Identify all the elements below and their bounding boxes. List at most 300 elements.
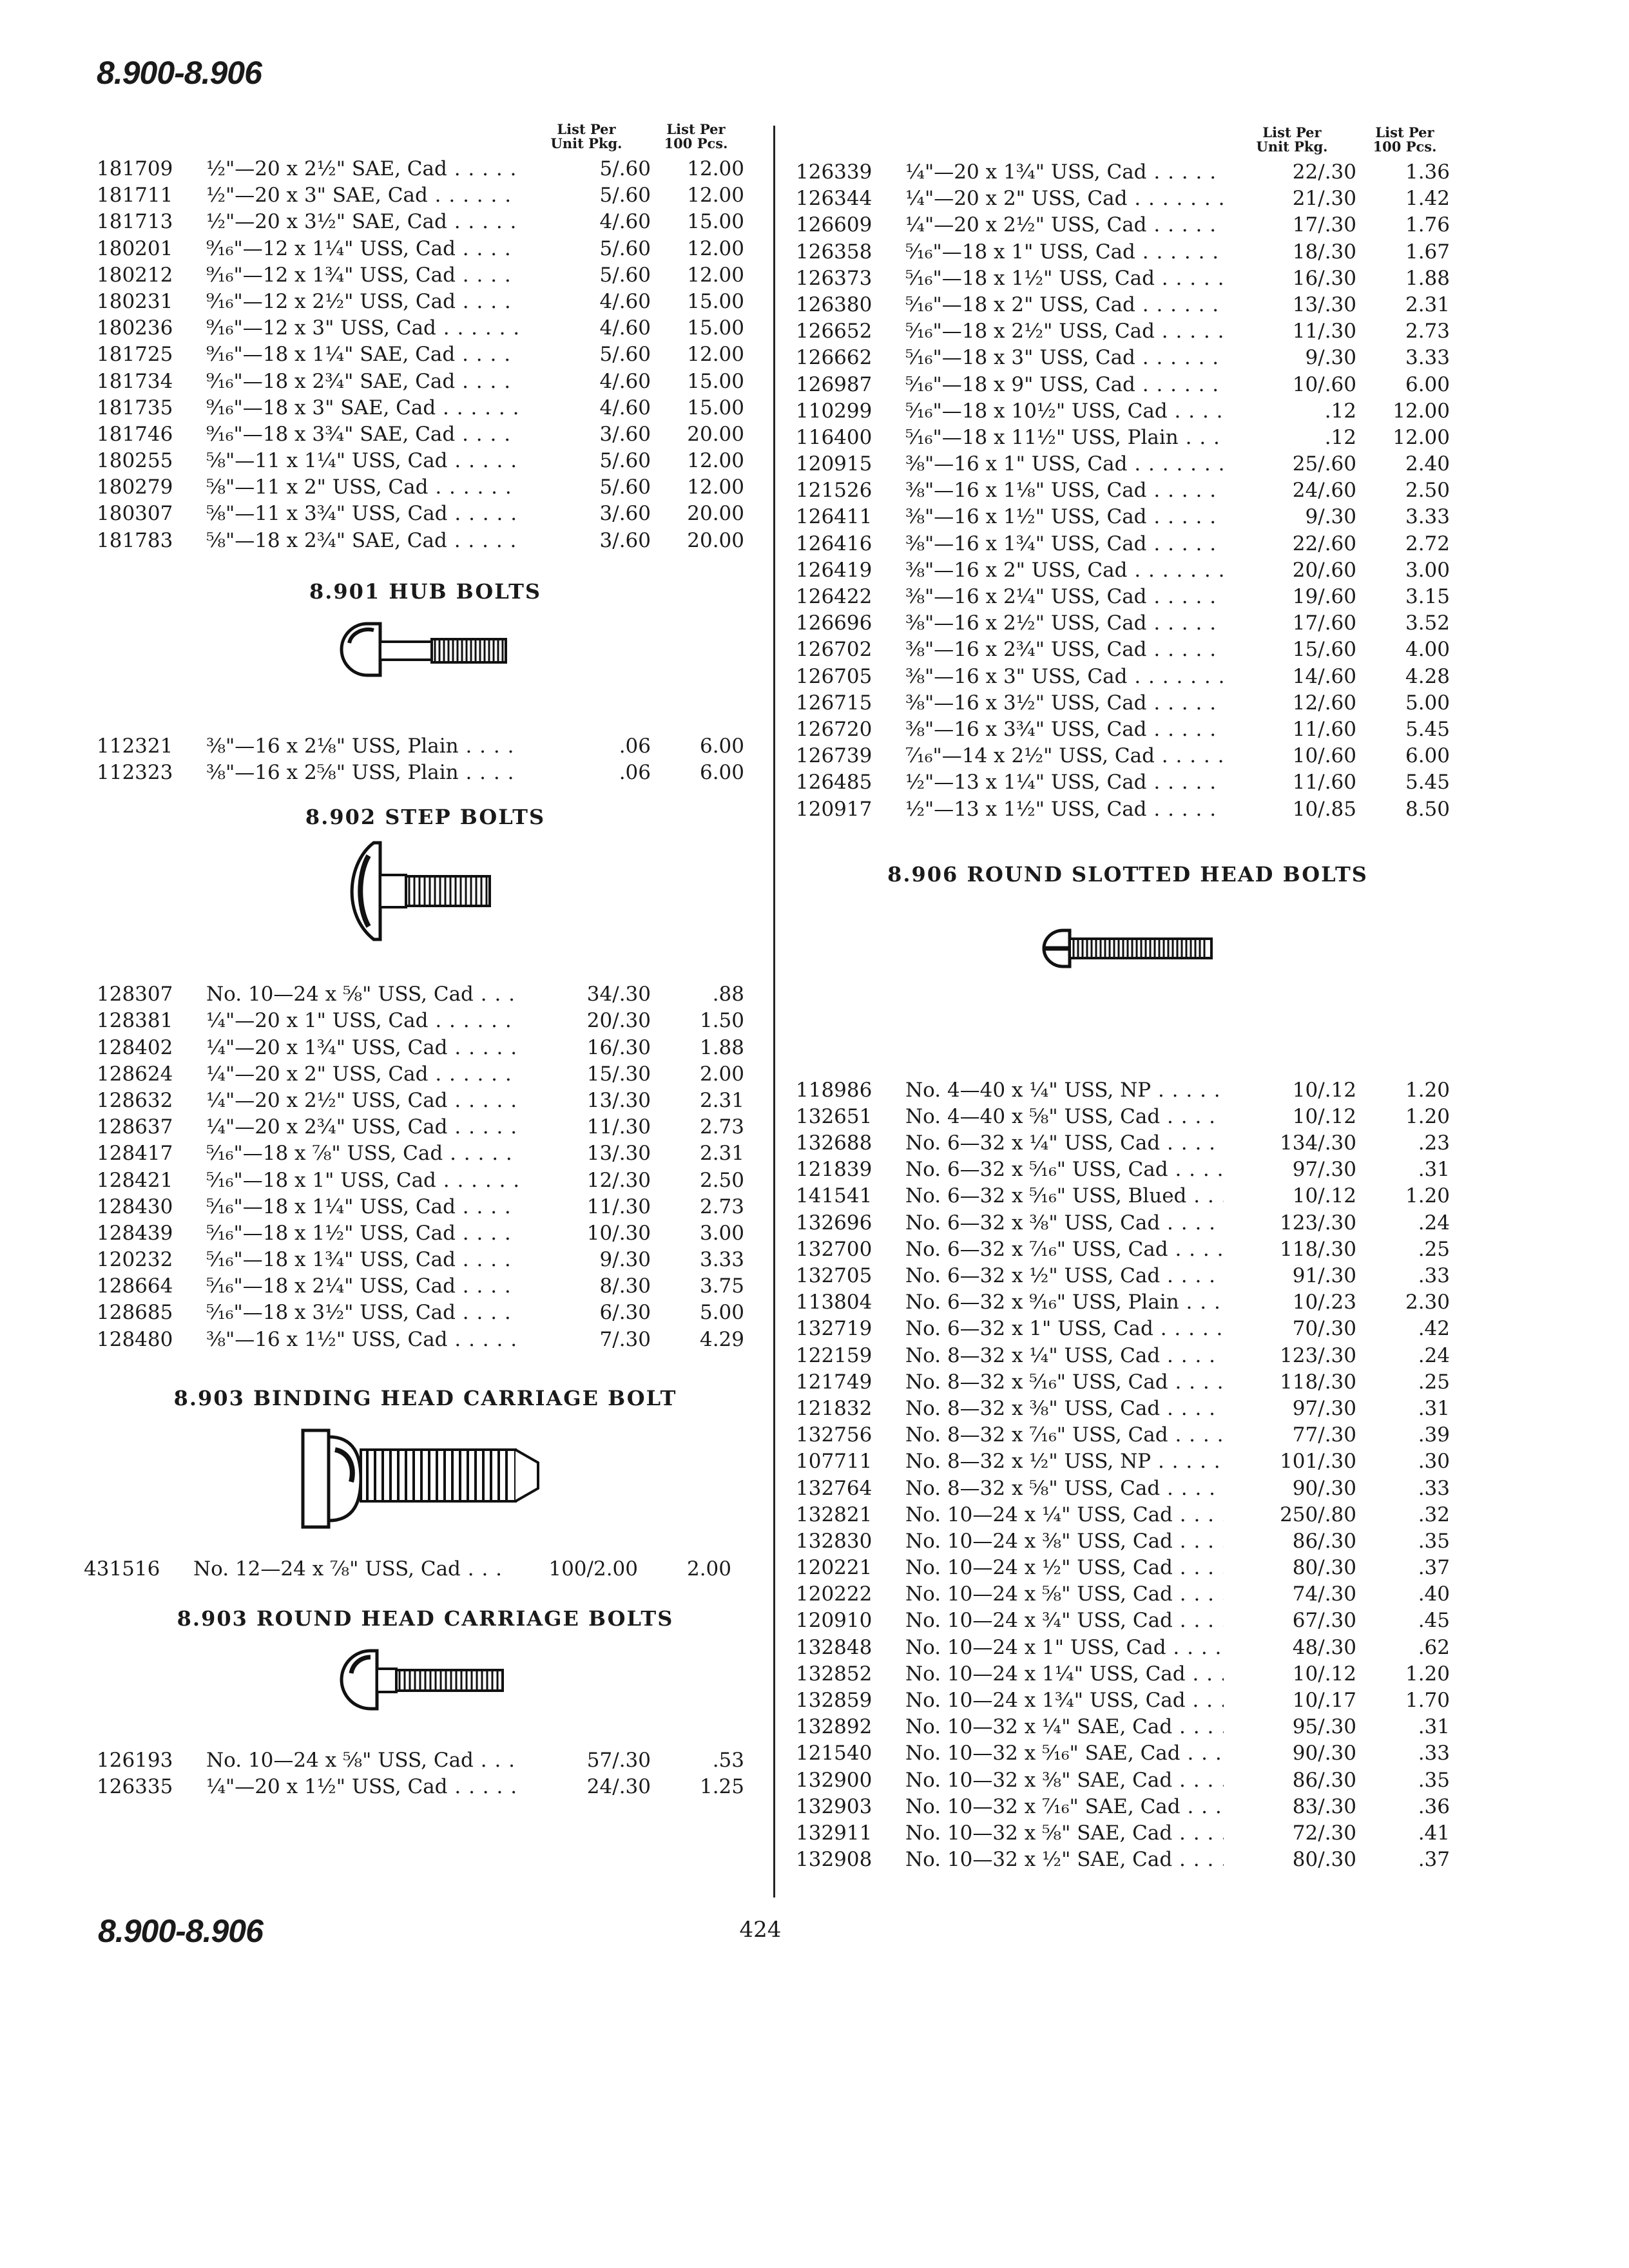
part-number: 128307 <box>97 983 173 1006</box>
part-description: No. 10—32 x ⁷⁄₁₆" SAE, Cad . . . <box>905 1794 1334 1820</box>
table-row <box>97 1194 754 1220</box>
part-description: ⅝"—11 x 2" USS, Cad . . . <box>206 474 635 501</box>
price-per-unit-pkg: 118/.30 <box>1224 1369 1356 1396</box>
part-description: ⁷⁄₁₆"—14 x 2½" USS, Cad . . . <box>905 743 1334 769</box>
price-per-100: 1.67 <box>1405 240 1450 264</box>
part-number: 128439 <box>97 1221 173 1245</box>
price-per-100: 12.00 <box>687 157 744 180</box>
price-per-100: 3.33 <box>1405 346 1450 370</box>
table-row <box>796 1475 1460 1502</box>
price-per-100: .31 <box>1418 1715 1450 1739</box>
table-row <box>796 318 1460 345</box>
price-per-unit-pkg: 5/.60 <box>518 474 651 501</box>
part-number: 132756 <box>796 1423 872 1447</box>
price-per-unit-pkg: 10/.30 <box>518 1220 651 1247</box>
table-row <box>796 1502 1460 1528</box>
price-per-100: .36 <box>1418 1794 1450 1818</box>
part-number: 126339 <box>796 160 872 184</box>
table-8906 <box>796 1077 1460 1874</box>
part-number: 121832 <box>796 1396 872 1420</box>
price-per-100: .41 <box>1418 1821 1450 1845</box>
part-number: 180307 <box>97 502 173 526</box>
part-number: 128417 <box>97 1142 173 1166</box>
price-per-100: 20.00 <box>687 528 744 552</box>
part-number: 120910 <box>796 1609 872 1633</box>
table-row <box>796 1820 1460 1847</box>
part-description: ⅝"—18 x 2¾" SAE, Cad . . . <box>206 528 635 554</box>
price-per-unit-pkg: 16/.30 <box>518 1035 651 1061</box>
table-row <box>97 236 754 262</box>
price-per-100: 2.50 <box>1405 479 1450 503</box>
part-number: 126411 <box>796 505 872 529</box>
price-per-100: 2.72 <box>1405 532 1450 555</box>
table-row <box>796 1316 1460 1342</box>
part-description: ⅜"—16 x 3" USS, Cad . . . <box>905 664 1334 690</box>
price-per-100: 3.00 <box>699 1221 744 1245</box>
part-description: No. 10—24 x 1¼" USS, Cad . . . <box>905 1661 1334 1687</box>
price-per-unit-pkg: 13/.30 <box>1224 292 1356 318</box>
part-description: No. 10—32 x ½" SAE, Cad . . . <box>905 1847 1334 1873</box>
price-per-100: 5.45 <box>1405 771 1450 794</box>
section-title-8902: 8.902 STEP BOLTS <box>305 805 546 830</box>
part-description: ⁹⁄₁₆"—18 x 3" SAE, Cad . . . <box>206 395 635 421</box>
part-description: No. 8—32 x ⁷⁄₁₆" USS, Cad . . . <box>905 1422 1334 1448</box>
part-number: 126662 <box>796 346 872 370</box>
part-number: 120232 <box>97 1248 173 1272</box>
part-description: No. 12—24 x ⅞" USS, Cad . . . <box>193 1556 622 1582</box>
price-per-unit-pkg: 100/2.00 <box>505 1556 638 1582</box>
page-number: 424 <box>739 1917 782 1943</box>
part-description: No. 10—32 x ⁵⁄₁₆" SAE, Cad . . . <box>905 1740 1334 1767</box>
price-per-unit-pkg: 72/.30 <box>1224 1820 1356 1847</box>
part-description: ½"—20 x 3½" SAE, Cad . . . <box>206 209 635 235</box>
price-per-unit-pkg: 4/.60 <box>518 209 651 235</box>
price-per-100: 1.42 <box>1405 187 1450 211</box>
price-per-unit-pkg: 22/.30 <box>1224 159 1356 186</box>
price-per-unit-pkg: 20/.60 <box>1224 557 1356 584</box>
price-per-unit-pkg: .12 <box>1224 425 1356 451</box>
price-per-unit-pkg: 18/.30 <box>1224 239 1356 265</box>
price-per-100: 15.00 <box>687 289 744 313</box>
price-per-100: .37 <box>1418 1848 1450 1872</box>
price-per-100: 12.00 <box>687 476 744 499</box>
price-per-unit-pkg: 250/.80 <box>1224 1502 1356 1528</box>
part-description: ⁹⁄₁₆"—18 x 3¾" SAE, Cad . . . <box>206 421 635 448</box>
table-row <box>796 1183 1460 1209</box>
part-number: 132719 <box>796 1317 872 1341</box>
part-description: ¼"—20 x 2" USS, Cad . . . <box>206 1061 635 1088</box>
table-row <box>796 1157 1460 1183</box>
price-per-unit-pkg: 17/.30 <box>1224 212 1356 238</box>
part-description: ⁵⁄₁₆"—18 x ⅞" USS, Cad . . . <box>206 1140 635 1167</box>
part-number: 180201 <box>97 236 173 260</box>
table-row <box>97 182 754 209</box>
part-description: ⁵⁄₁₆"—18 x 1¼" USS, Cad . . . <box>206 1194 635 1220</box>
price-per-unit-pkg: 17/.60 <box>1224 610 1356 637</box>
part-description: ⁵⁄₁₆"—18 x 1" USS, Cad . . . <box>905 239 1334 265</box>
price-per-100: .37 <box>1418 1556 1450 1580</box>
part-description: No. 6—32 x ¼" USS, Cad . . . <box>905 1130 1334 1157</box>
price-per-unit-pkg: .12 <box>1224 398 1356 425</box>
table-row <box>796 1581 1460 1608</box>
part-description: No. 10—24 x ⅝" USS, Cad . . . <box>206 981 635 1008</box>
part-number: 128480 <box>97 1327 173 1351</box>
table-row <box>796 239 1460 265</box>
table-row <box>796 1555 1460 1581</box>
table-row <box>796 1714 1460 1740</box>
part-description: ⅜"—16 x 2¾" USS, Cad . . . <box>905 637 1334 663</box>
table-row <box>796 1448 1460 1475</box>
price-per-unit-pkg: 4/.60 <box>518 395 651 421</box>
price-per-100: 4.28 <box>1405 664 1450 688</box>
price-per-unit-pkg: 11/.60 <box>1224 769 1356 796</box>
part-description: ⁹⁄₁₆"—18 x 1¼" SAE, Cad . . . <box>206 341 635 368</box>
header-unit-pkg: List Per Unit Pkg. <box>1256 124 1328 155</box>
price-per-unit-pkg: 7/.30 <box>518 1327 651 1353</box>
price-per-100: .25 <box>1418 1237 1450 1261</box>
price-per-100: 2.00 <box>686 1557 731 1581</box>
price-per-unit-pkg: 34/.30 <box>518 981 651 1008</box>
part-description: ⅜"—16 x 2⅝" USS, Plain . . . <box>206 760 635 786</box>
part-description: ¼"—20 x 2" USS, Cad . . . <box>905 186 1334 212</box>
price-per-unit-pkg: 10/.85 <box>1224 796 1356 823</box>
section-title-8903-binding: 8.903 BINDING HEAD CARRIAGE BOLT <box>173 1385 677 1410</box>
table-row <box>796 1847 1460 1873</box>
part-description: No. 4—40 x ¼" USS, NP . . . <box>905 1077 1334 1104</box>
price-per-unit-pkg: 22/.60 <box>1224 531 1356 557</box>
price-per-100: 15.00 <box>687 210 744 234</box>
part-number: 126419 <box>796 558 872 582</box>
table-row <box>97 981 754 1008</box>
part-number: 121749 <box>796 1370 872 1394</box>
part-number: 132705 <box>796 1264 872 1287</box>
price-per-100: 6.00 <box>699 761 744 784</box>
table-row <box>97 1088 754 1114</box>
price-per-100: 4.29 <box>699 1327 744 1351</box>
part-description: ¼"—20 x 1" USS, Cad . . . <box>206 1008 635 1034</box>
price-per-100: 20.00 <box>687 502 744 526</box>
part-description: No. 10—24 x ½" USS, Cad . . . <box>905 1555 1334 1581</box>
price-per-100: .24 <box>1418 1343 1450 1367</box>
part-description: ⁵⁄₁₆"—18 x 1½" USS, Cad . . . <box>206 1220 635 1247</box>
price-per-unit-pkg: 9/.30 <box>518 1247 651 1273</box>
price-per-100: 6.00 <box>1405 744 1450 768</box>
part-number: 132830 <box>796 1529 872 1553</box>
part-description: No. 8—32 x ⅝" USS, Cad . . . <box>905 1475 1334 1502</box>
price-per-100: .39 <box>1418 1423 1450 1447</box>
price-per-100: 2.30 <box>1405 1291 1450 1314</box>
part-number: 132821 <box>796 1503 872 1526</box>
price-per-100: 2.31 <box>699 1088 744 1112</box>
part-number: 113804 <box>796 1291 872 1314</box>
price-per-unit-pkg: 74/.30 <box>1224 1581 1356 1608</box>
part-description: ½"—13 x 1¼" USS, Cad . . . <box>905 769 1334 796</box>
price-per-unit-pkg: 10/.17 <box>1224 1687 1356 1714</box>
price-per-100: 6.00 <box>699 734 744 758</box>
price-per-unit-pkg: 12/.60 <box>1224 690 1356 716</box>
part-number: 120915 <box>796 452 872 476</box>
part-number: 141541 <box>796 1184 872 1208</box>
part-number: 126373 <box>796 266 872 290</box>
price-per-unit-pkg: 21/.30 <box>1224 186 1356 212</box>
part-number: 120917 <box>796 797 872 821</box>
table-8902 <box>97 981 754 1353</box>
part-description: ⁵⁄₁₆"—18 x 1" USS, Cad . . . <box>206 1168 635 1194</box>
price-per-unit-pkg: 9/.30 <box>1224 504 1356 530</box>
part-number: 132900 <box>796 1768 872 1792</box>
price-per-100: 2.50 <box>699 1168 744 1192</box>
part-number: 122159 <box>796 1343 872 1367</box>
table-row <box>97 1035 754 1061</box>
table-row <box>97 733 754 760</box>
part-description: No. 8—32 x ¼" USS, Cad . . . <box>905 1343 1334 1369</box>
price-per-100: .40 <box>1418 1582 1450 1606</box>
table-row <box>97 315 754 341</box>
price-per-100: .23 <box>1418 1131 1450 1155</box>
price-per-100: .53 <box>712 1749 744 1772</box>
price-per-100: .35 <box>1418 1529 1450 1553</box>
part-description: ⁵⁄₁₆"—18 x 1½" USS, Cad . . . <box>905 265 1334 292</box>
part-number: 126705 <box>796 664 872 688</box>
table-row <box>796 1396 1460 1422</box>
part-description: No. 6—32 x ⁷⁄₁₆" USS, Cad . . . <box>905 1236 1334 1263</box>
price-per-100: 2.73 <box>699 1115 744 1139</box>
part-number: 126739 <box>796 744 872 768</box>
table-row <box>796 690 1460 716</box>
part-description: ¼"—20 x 1¾" USS, Cad . . . <box>206 1035 635 1061</box>
price-per-100: 8.50 <box>1405 797 1450 821</box>
part-description: No. 8—32 x ⅜" USS, Cad . . . <box>905 1396 1334 1422</box>
part-number: 112323 <box>97 761 173 784</box>
part-description: No. 8—32 x ⁵⁄₁₆" USS, Cad . . . <box>905 1369 1334 1396</box>
price-per-100: 2.73 <box>1405 320 1450 343</box>
part-description: ¼"—20 x 2¾" USS, Cad . . . <box>206 1114 635 1140</box>
part-description: No. 6—32 x ⁵⁄₁₆" USS, Cad . . . <box>905 1157 1334 1183</box>
price-per-unit-pkg: 90/.30 <box>1224 1475 1356 1502</box>
table-row <box>796 1369 1460 1396</box>
price-per-100: 12.00 <box>687 263 744 287</box>
part-number: 180231 <box>97 289 173 313</box>
part-description: No. 6—32 x ⁵⁄₁₆" USS, Blued . . . <box>905 1183 1334 1209</box>
part-number: 126380 <box>796 293 872 316</box>
step-bolt-illustration <box>97 836 754 949</box>
price-per-unit-pkg: 4/.60 <box>518 369 651 395</box>
part-number: 180279 <box>97 476 173 499</box>
page-header: 8.900-8.906 <box>97 55 262 91</box>
price-per-unit-pkg: 118/.30 <box>1224 1236 1356 1263</box>
price-per-unit-pkg: 86/.30 <box>1224 1767 1356 1794</box>
price-per-unit-pkg: 10/.60 <box>1224 743 1356 769</box>
price-per-unit-pkg: 24/.60 <box>1224 477 1356 504</box>
price-per-100: 3.75 <box>699 1274 744 1298</box>
price-per-100: 3.33 <box>1405 505 1450 529</box>
part-description: ½"—20 x 3" SAE, Cad . . . <box>206 182 635 209</box>
price-per-unit-pkg: 4/.60 <box>518 289 651 315</box>
price-per-unit-pkg: .06 <box>518 733 651 760</box>
table-8901 <box>97 733 754 786</box>
part-description: No. 10—24 x ⅝" USS, Cad . . . <box>206 1747 635 1774</box>
part-description: ½"—13 x 1½" USS, Cad . . . <box>905 796 1334 823</box>
part-number: 132696 <box>796 1211 872 1235</box>
part-number: 128664 <box>97 1274 173 1298</box>
table-row <box>97 395 754 421</box>
price-per-unit-pkg: 15/.60 <box>1224 637 1356 663</box>
part-number: 132911 <box>796 1821 872 1845</box>
part-number: 132892 <box>796 1715 872 1739</box>
table-row <box>796 398 1460 425</box>
price-per-100: 3.15 <box>1405 585 1450 608</box>
part-description: ⅜"—16 x 3¾" USS, Cad . . . <box>905 716 1334 743</box>
price-per-unit-pkg: 5/.60 <box>518 262 651 289</box>
part-description: ⅜"—16 x 1¾" USS, Cad . . . <box>905 531 1334 557</box>
header-100-pcs: List Per 100 Pcs. <box>664 121 728 151</box>
price-per-unit-pkg: 10/.12 <box>1224 1104 1356 1130</box>
price-per-unit-pkg: 90/.30 <box>1224 1740 1356 1767</box>
part-number: 126193 <box>97 1749 173 1772</box>
right-column <box>796 126 1460 1873</box>
part-description: ⅜"—16 x 2" USS, Cad . . . <box>905 557 1334 584</box>
header-unit-pkg: List Per Unit Pkg. <box>550 121 622 151</box>
price-per-unit-pkg: 8/.30 <box>518 1273 651 1300</box>
part-number: 116400 <box>796 425 872 449</box>
part-description: ⁵⁄₁₆"—18 x 2¼" USS, Cad . . . <box>206 1273 635 1300</box>
price-per-100: 1.88 <box>1405 266 1450 290</box>
table-row <box>796 265 1460 292</box>
price-per-100: .31 <box>1418 1158 1450 1182</box>
price-per-unit-pkg: 9/.30 <box>1224 345 1356 371</box>
binding-head-carriage-bolt-illustration <box>97 1418 754 1537</box>
table-row <box>796 451 1460 477</box>
part-number: 132852 <box>796 1662 872 1686</box>
part-description: No. 10—32 x ⅝" SAE, Cad . . . <box>905 1820 1334 1847</box>
price-per-unit-pkg: 24/.30 <box>518 1774 651 1800</box>
price-per-100: .24 <box>1418 1211 1450 1235</box>
part-description: ⅜"—16 x 1½" USS, Cad . . . <box>206 1327 635 1353</box>
price-per-100: 1.88 <box>699 1035 744 1059</box>
part-description: ⁹⁄₁₆"—12 x 1¼" USS, Cad . . . <box>206 236 635 262</box>
price-per-100: 4.00 <box>1405 638 1450 662</box>
price-per-unit-pkg: 10/.12 <box>1224 1077 1356 1104</box>
part-number: 132688 <box>796 1131 872 1155</box>
price-per-100: 2.73 <box>699 1195 744 1218</box>
column-headers-right <box>796 126 1460 159</box>
table-row <box>796 584 1460 610</box>
table-row <box>796 477 1460 504</box>
price-per-100: .33 <box>1418 1742 1450 1765</box>
price-per-unit-pkg: 3/.60 <box>518 528 651 554</box>
part-number: 110299 <box>796 399 872 423</box>
table-row <box>97 1747 754 1774</box>
part-description: No. 6—32 x ⁹⁄₁₆" USS, Plain . . . <box>905 1289 1334 1316</box>
column-headers-left <box>97 122 754 156</box>
price-per-unit-pkg: 77/.30 <box>1224 1422 1356 1448</box>
part-number: 128637 <box>97 1115 173 1139</box>
table-row <box>796 1130 1460 1157</box>
price-per-unit-pkg: .06 <box>518 760 651 786</box>
price-per-unit-pkg: 5/.60 <box>518 236 651 262</box>
part-description: ⅜"—16 x 2½" USS, Cad . . . <box>905 610 1334 637</box>
table-row <box>97 156 754 182</box>
part-number: 181734 <box>97 369 173 393</box>
hub-bolt-illustration <box>97 611 754 707</box>
price-per-100: 1.20 <box>1405 1104 1450 1128</box>
price-per-unit-pkg: 13/.30 <box>518 1140 651 1167</box>
table-row <box>796 159 1460 186</box>
part-description: ⅜"—16 x 1" USS, Cad . . . <box>905 451 1334 477</box>
part-description: ⁵⁄₁₆"—18 x 2" USS, Cad . . . <box>905 292 1334 318</box>
page-footer-range: 8.900-8.906 <box>98 1913 263 1949</box>
part-description: ¼"—20 x 1½" USS, Cad . . . <box>206 1774 635 1800</box>
part-description: ⁹⁄₁₆"—12 x 2½" USS, Cad . . . <box>206 289 635 315</box>
price-per-100: 12.00 <box>1393 399 1450 423</box>
section-title-8901: 8.901 HUB BOLTS <box>309 579 541 604</box>
price-per-unit-pkg: 3/.60 <box>518 501 651 527</box>
part-number: 180255 <box>97 449 173 473</box>
part-number: 132764 <box>796 1476 872 1500</box>
table-row <box>796 1236 1460 1263</box>
part-number: 126715 <box>796 691 872 715</box>
table-row <box>796 372 1460 398</box>
part-number: 121540 <box>796 1742 872 1765</box>
part-description: No. 10—32 x ¼" SAE, Cad . . . <box>905 1714 1334 1740</box>
table-row <box>97 528 754 554</box>
price-per-unit-pkg: 134/.30 <box>1224 1130 1356 1157</box>
section-title-8906: 8.906 ROUND SLOTTED HEAD BOLTS <box>887 861 1368 887</box>
price-per-100: .31 <box>1418 1396 1450 1420</box>
part-number: 126652 <box>796 320 872 343</box>
table-row <box>97 448 754 474</box>
part-description: No. 8—32 x ½" USS, NP . . . <box>905 1448 1334 1475</box>
part-number: 180212 <box>97 263 173 287</box>
part-number: 128632 <box>97 1088 173 1112</box>
table-row <box>796 716 1460 743</box>
part-number: 181725 <box>97 343 173 367</box>
table-row <box>796 425 1460 451</box>
part-description: ½"—20 x 2½" SAE, Cad . . . <box>206 156 635 182</box>
price-per-unit-pkg: 4/.60 <box>518 315 651 341</box>
price-per-unit-pkg: 10/.60 <box>1224 372 1356 398</box>
part-number: 132700 <box>796 1237 872 1261</box>
part-number: 128421 <box>97 1168 173 1192</box>
table-row <box>97 421 754 448</box>
part-number: 132859 <box>796 1689 872 1712</box>
part-description: ⅜"—16 x 1½" USS, Cad . . . <box>905 504 1334 530</box>
table-row <box>796 1104 1460 1130</box>
table-row <box>97 1774 754 1800</box>
price-per-unit-pkg: 3/.60 <box>518 421 651 448</box>
table-row <box>97 1114 754 1140</box>
part-description: ⁵⁄₁₆"—18 x 3½" USS, Cad . . . <box>206 1300 635 1326</box>
part-number: 112321 <box>97 734 173 758</box>
table-row <box>796 1635 1460 1661</box>
table-row <box>796 796 1460 823</box>
price-per-unit-pkg: 11/.60 <box>1224 716 1356 743</box>
price-per-unit-pkg: 70/.30 <box>1224 1316 1356 1342</box>
price-per-100: 2.00 <box>699 1062 744 1086</box>
price-per-unit-pkg: 5/.60 <box>518 156 651 182</box>
table-row <box>796 557 1460 584</box>
part-description: No. 10—24 x ¼" USS, Cad . . . <box>905 1502 1334 1528</box>
part-number: 118986 <box>796 1078 872 1102</box>
part-description: ⁹⁄₁₆"—18 x 2¾" SAE, Cad . . . <box>206 369 635 395</box>
part-number: 126485 <box>796 771 872 794</box>
table-row <box>97 1061 754 1088</box>
table-row <box>796 1343 1460 1369</box>
price-per-unit-pkg: 80/.30 <box>1224 1847 1356 1873</box>
price-per-unit-pkg: 5/.60 <box>518 448 651 474</box>
price-per-unit-pkg: 86/.30 <box>1224 1528 1356 1555</box>
part-number: 132848 <box>796 1635 872 1659</box>
